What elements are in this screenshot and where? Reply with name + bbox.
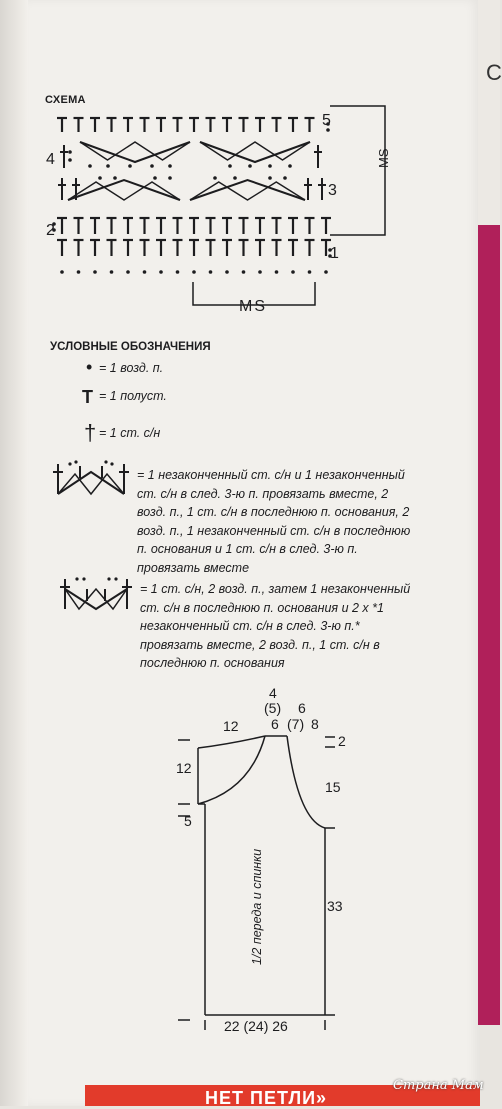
chart-foundation-chain	[275, 270, 279, 274]
chart-foundation-chain	[126, 270, 130, 274]
chart-row3-chain	[233, 176, 237, 180]
next-page-letter: С	[486, 60, 502, 85]
dim-shoulder-c: 8	[311, 716, 319, 732]
chart-foundation-chain	[324, 270, 328, 274]
cluster-a-text: = 1 незаконченный ст. с/н и 1 незаконченный ст. с/н в след. 3-ю п. провязать вместе, 2 возд. п., 1 ст. с/н в последнюю п. основания, 2 возд. п., 1 незаконченный ст. с/н в последнюю п. основания и 1 ст. с/н в след. 3-ю п. провязать вместе	[137, 468, 411, 575]
chart-row4-chain	[228, 164, 232, 168]
dim-shoulder-a: 6	[298, 700, 306, 716]
dim-side-top: 5	[184, 813, 192, 829]
dim-width: 22 (24) 26	[224, 1018, 288, 1034]
chart-row4-chain	[106, 164, 110, 168]
legend-chain-text: = 1 возд. п.	[99, 361, 164, 375]
dim-armhole: 15	[325, 779, 341, 795]
magenta-page-strip	[478, 225, 500, 1025]
chart-foundation-chain	[93, 270, 97, 274]
chart-row4-chain	[248, 164, 252, 168]
chart-row4-chain	[150, 164, 154, 168]
chart-row4-chain	[168, 164, 172, 168]
row-number-3: 3	[328, 182, 337, 199]
row-number-1: 1	[330, 245, 339, 262]
dim-neck-depth: 12	[176, 760, 192, 776]
chart-row3-chain	[153, 176, 157, 180]
garment-pattern	[170, 720, 360, 1040]
dim-neck-a: 4	[269, 685, 277, 701]
ms-bottom-label: MS	[239, 298, 267, 315]
chart-foundation-chain	[60, 270, 64, 274]
chart-row3-chain	[168, 176, 172, 180]
chart-row3-chain	[213, 176, 217, 180]
schema-title: СХЕМА	[45, 94, 86, 106]
legend-halfdc-text: = 1 полуст.	[99, 389, 167, 403]
watermark: Страна Мам	[393, 1078, 484, 1093]
dim-shoulder-drop: 2	[338, 733, 346, 749]
chart-foundation-chain	[258, 270, 262, 274]
cluster-b-symbol	[57, 575, 135, 615]
chart-foundation-chain	[143, 270, 147, 274]
chart-foundation-chain	[159, 270, 163, 274]
page-binding	[0, 0, 28, 1106]
dim-shoulder-b: (7)	[287, 716, 305, 732]
chart-row4-chain	[268, 164, 272, 168]
legend-dc-symbol: †	[84, 420, 97, 445]
chart-row3-cluster	[68, 182, 180, 200]
dim-top-left: 12	[223, 718, 239, 734]
row-number-4: 4	[46, 151, 55, 168]
row-number-5: 5	[322, 112, 331, 129]
dim-length: 33	[327, 898, 343, 914]
cluster-b-text: = 1 ст. с/н, 2 возд. п., затем 1 незаконченный ст. с/н в последнюю п. основания и 2 x *1 незаконченный ст. с/н в след. 3-ю п.* провязать вместе, 2 возд. п., 1 ст. с/н в последнюю п. основания	[140, 582, 411, 670]
chart-foundation-chain	[176, 270, 180, 274]
chart-foundation-chain	[242, 270, 246, 274]
chart-row4-chain	[288, 164, 292, 168]
legend-halfdc-symbol: T	[82, 387, 93, 407]
legend-title: УСЛОВНЫЕ ОБОЗНАЧЕНИЯ	[50, 341, 211, 353]
pattern-label: 1/2 переда и спинки	[250, 848, 264, 965]
chart-foundation-chain	[110, 270, 114, 274]
chart-row3-cluster	[190, 182, 305, 200]
dim-neck-c: 6	[271, 716, 279, 732]
stitch-chart	[40, 100, 400, 320]
ms-side-bracket	[330, 106, 385, 235]
chart-row3-chain	[98, 176, 102, 180]
ms-side-label: MS	[376, 148, 391, 168]
cluster-a-symbol	[50, 458, 132, 498]
chart-row3-chain	[283, 176, 287, 180]
dim-neck-b: (5)	[264, 700, 282, 716]
legend-dc-text: = 1 ст. с/н	[99, 426, 161, 440]
chart-row4-cluster	[200, 142, 310, 160]
next-page-edge	[478, 0, 500, 225]
chart-row4-cluster	[80, 142, 190, 160]
chart-foundation-chain	[77, 270, 81, 274]
chart-foundation-chain	[308, 270, 312, 274]
chart-row4-chain	[68, 150, 72, 154]
chart-foundation-chain	[291, 270, 295, 274]
legend-chain-symbol: •	[86, 357, 93, 377]
chart-row3-chain	[113, 176, 117, 180]
chart-row4-chain	[128, 164, 132, 168]
chart-foundation-chain	[192, 270, 196, 274]
banner-text: НЕТ ПЕТЛИ»	[205, 1088, 328, 1108]
row-number-2: 2	[46, 222, 55, 239]
chart-row4-chain	[88, 164, 92, 168]
chart-row4-chain	[68, 158, 72, 162]
chart-foundation-chain	[209, 270, 213, 274]
chart-foundation-chain	[225, 270, 229, 274]
chart-row3-chain	[268, 176, 272, 180]
